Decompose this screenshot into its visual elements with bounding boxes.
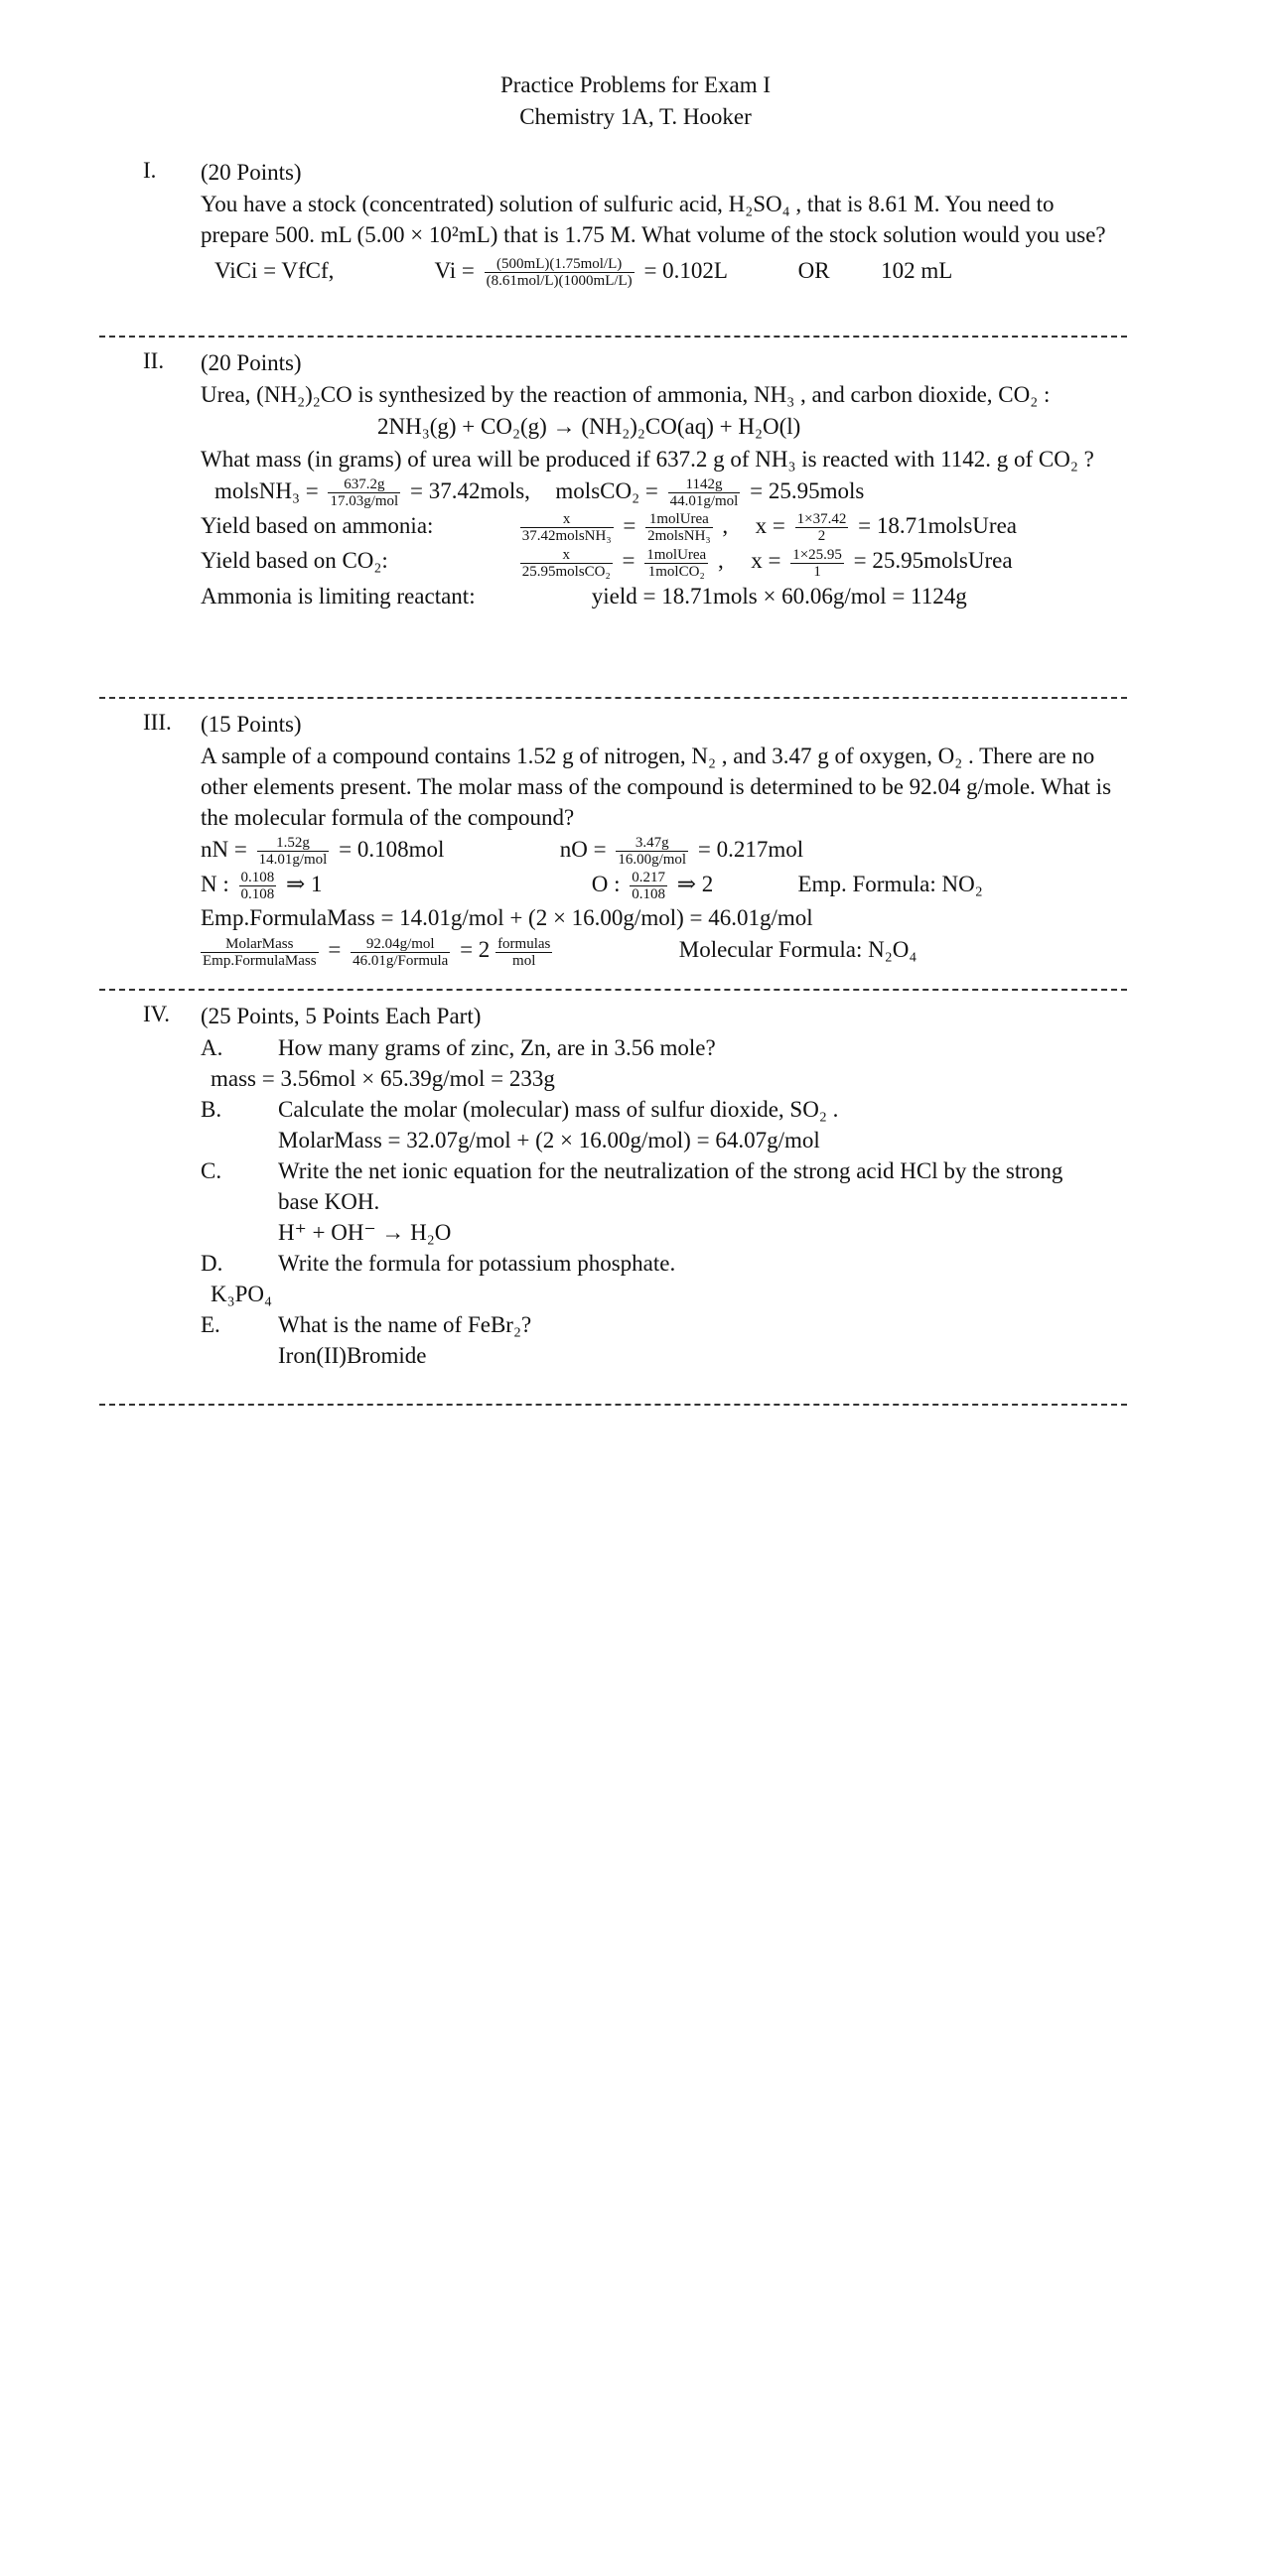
section-divider — [99, 697, 1127, 699]
empirical-mass-line: Emp.FormulaMass = 14.01g/mol + (2 × 16.00g/mol) = 46.01g/mol — [201, 905, 813, 931]
volume-fraction: $\frac{\text{(500mL)(1.75mol/L)}}{\text{(8.61mol/L)(1000mL/L)}}$ — [486, 256, 633, 289]
mols-nh3-fraction: $\frac{637.2g}{\text{17.03g/mol}}$ — [330, 476, 399, 510]
problem-points: (15 Points) — [201, 712, 302, 737]
document-title: Practice Problems for Exam I — [499, 72, 772, 97]
problem-number: III. — [143, 710, 172, 735]
moles-line: nN = $\frac{1.52g}{\text{14.01g/mol}}$ = 0.108mol nO = $\frac{3.47g}{\text{16.00g/mol}}$ = 0.217mol — [201, 835, 804, 869]
problem-number: I. — [143, 158, 157, 183]
document-header — [0, 69, 1271, 133]
sub-question-e: E. What is the name of FeBr₂? Iron(II)Bromide — [201, 1309, 1114, 1371]
sub-question-b: B. Calculate the molar (molecular) mass of sulfur dioxide, SO₂ . MolarMass = 32.07g/mol + (2 × 16.00g/mol) = 64.07g/mol — [201, 1094, 1114, 1155]
problem-text: A sample of a compound contains 1.52 g of nitrogen, N₂ , and 3.47 g of oxygen, O₂ . There are no other elements present. The molar mass of the compound is determined to be 92.04 g/mole. What is the molecular formula of the compound? — [201, 744, 1112, 830]
solution-line — [214, 256, 1114, 289]
problem-points: (20 Points) — [201, 160, 302, 185]
limiting-line: Ammonia is limiting reactant: yield = 18.71mols × 60.06g/mol = 1124g — [201, 583, 967, 609]
section-divider — [99, 1404, 1127, 1406]
problem-question: What mass (in grams) of urea will be produced if 637.2 g of NH₃ is reacted with 1142. g of CO₂ ? — [201, 447, 1094, 472]
document-subtitle: Chemistry 1A, T. Hooker — [519, 104, 752, 129]
sub-question-a: A. How many grams of zinc, Zn, are in 3.56 mole? mass = 3.56mol × 65.39g/mol = 233g — [201, 1032, 1114, 1094]
molecular-formula-line: $\frac{\text{MolarMass}}{\text{Emp.FormulaMass}}$ = $\frac{\text{92.04g/mol}}{\text{46.01g/Formula}}$ = 2 $\frac{\text{formulas}}{\text{mol}}$ Molecular Formula: N₂O₄ — [203, 935, 918, 969]
problem-points: (25 Points, 5 Points Each Part) — [201, 1004, 482, 1028]
sub-answer: MolarMass = 32.07g/mol + (2 × 16.00g/mol) = 64.07g/mol — [278, 1128, 820, 1152]
molecular-formula: Molecular Formula: N₂O₄ — [678, 937, 918, 963]
section-divider — [99, 336, 1127, 338]
dilution-equation: ViCi = VfCf, — [214, 257, 335, 283]
volume-result: = 0.102L — [643, 257, 728, 283]
section-divider — [99, 989, 1127, 991]
problem-text: You have a stock (concentrated) solution of sulfuric acid, H₂SO₄ , that is 8.61 M. You need to prepare 500. mL (5.00 × 10²mL) that is 1.75 M. What volume of the stock solution would you use? — [201, 192, 1106, 247]
vi-label: Vi = — [434, 257, 475, 283]
sub-answer: H⁺ + OH⁻ → H₂O — [278, 1220, 452, 1245]
volume-alt-result: 102 mL — [881, 257, 953, 283]
empirical-formula: Emp. Formula: NO₂ — [797, 872, 983, 897]
problem-number: II. — [143, 348, 165, 373]
sub-answer: mass = 3.56mol × 65.39g/mol = 233g — [211, 1066, 555, 1091]
mols-co2-fraction: $\frac{1142g}{\text{44.01g/mol}}$ — [669, 476, 739, 510]
sub-question-d: D. Write the formula for potassium phosphate. K₃PO₄ — [201, 1248, 1114, 1309]
yield-co2-line: Yield based on CO₂: $\frac{x}{\text{25.95molsCO₂}}$ = $\frac{\text{1molUrea}}{\text{1molCO₂}}$ , x = $\frac{1\times 25.95}{1}$ = 25.95molsUrea — [201, 546, 1013, 580]
mols-line: molsNH₃ = $\frac{637.2g}{\text{17.03g/mol}}$ = 37.42mols, molsCO₂ = $\frac{1142g}{\text{44.01g/mol}}$ = 25.95mols — [214, 476, 865, 510]
yield-ammonia-line: Yield based on ammonia: $\frac{x}{\text{37.42molsNH₃}}$ = $\frac{\text{1molUrea}}{\text{2molsNH₃}}$ , x = $\frac{1\times 37.42}{2}$ = 18.71molsUrea — [201, 511, 1017, 545]
problem-number: IV. — [143, 1002, 171, 1026]
ratio-line: N : $\frac{0.108}{0.108}$ ⇒ 1 O : $\frac{0.217}{0.108}$ ⇒ 2 Emp. Formula: NO₂ — [201, 870, 983, 903]
or-label: OR — [797, 257, 830, 283]
reaction-equation: 2NH₃(g) + CO₂(g) → (NH₂)₂CO(aq) + H₂O(l) — [377, 414, 801, 439]
problem-points: (20 Points) — [201, 350, 302, 375]
problem-intro: Urea, (NH₂)₂CO is synthesized by the reaction of ammonia, NH₃ , and carbon dioxide, CO₂ : — [201, 382, 1051, 407]
sub-answer: K₃PO₄ — [211, 1282, 273, 1306]
sub-questions — [201, 1032, 1114, 1371]
sub-question-c: C. Write the net ionic equation for the neutralization of the strong acid HCl by the strong base KOH. H⁺ + OH⁻ → H₂O — [201, 1155, 1114, 1248]
sub-answer: Iron(II)Bromide — [278, 1343, 427, 1368]
